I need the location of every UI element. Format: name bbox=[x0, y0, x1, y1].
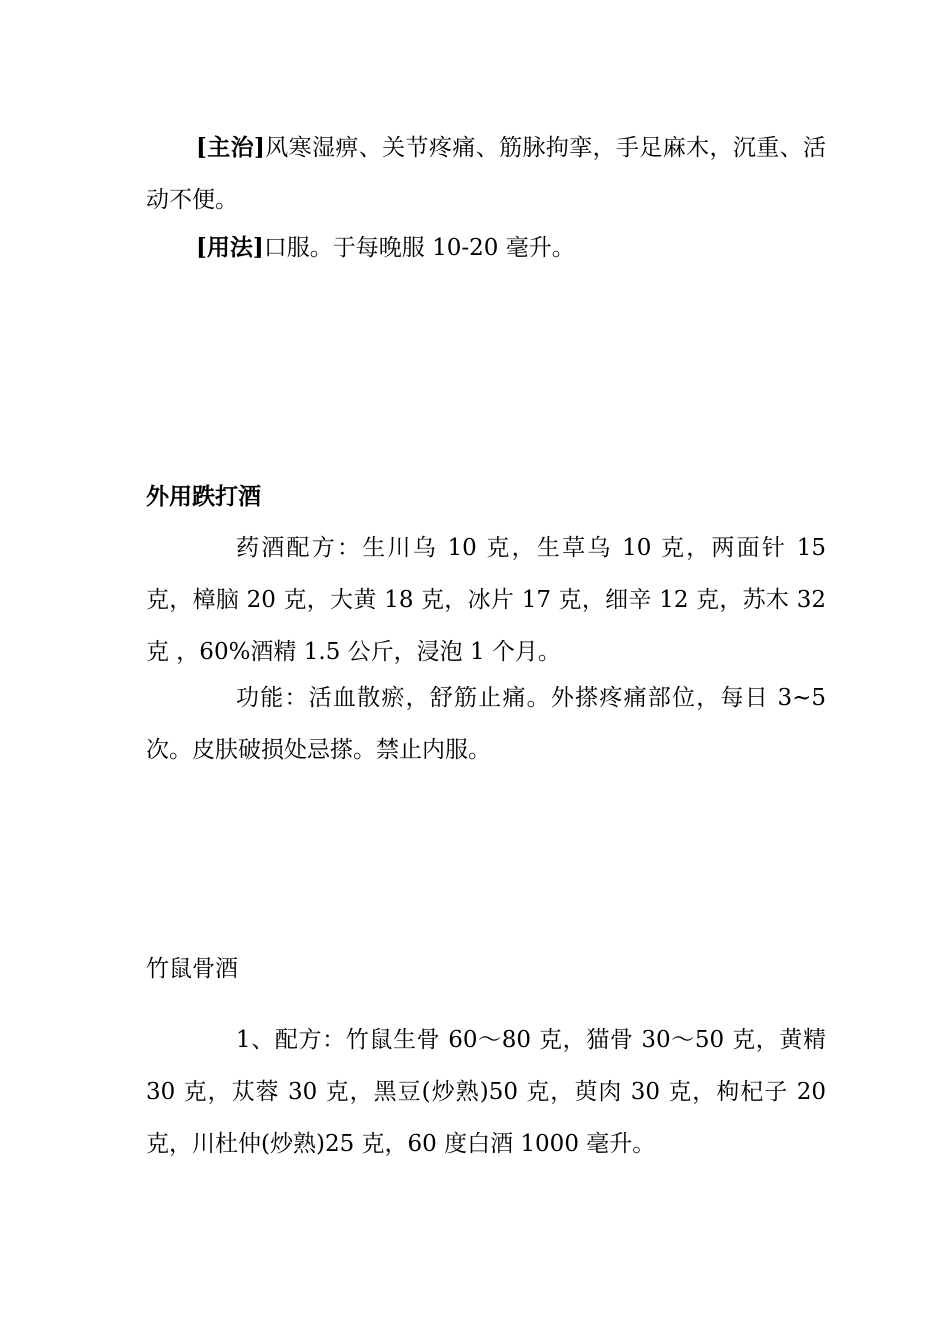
indications-text: 风寒湿痹、关节疼痛、筋脉拘挛，手足麻木，沉重、活动不便。 bbox=[146, 135, 827, 213]
external-wine-function: 功能：活血散瘀，舒筋止痛。外搽疼痛部位，每日 3~5 次。皮肤破损处忌搽。禁止内服。 bbox=[146, 685, 826, 763]
indications-tag: [主治] bbox=[196, 134, 265, 161]
indications-paragraph bbox=[146, 122, 826, 226]
external-wine-title: 外用跌打酒 bbox=[146, 483, 261, 510]
usage-tag: [用法] bbox=[196, 234, 264, 261]
usage-text: 口服。于每晚服 10-20 毫升。 bbox=[263, 235, 575, 261]
usage-paragraph bbox=[146, 222, 826, 274]
bamboo-rat-wine-title: 竹鼠骨酒 bbox=[146, 956, 238, 982]
bamboo-rat-wine-formula: 1、配方：竹鼠生骨 60～80 克，猫骨 30～50 克，黄精 30 克，苁蓉 30 克，黑豆(炒熟)50 克，萸肉 30 克，枸杞子 20 克，川杜仲(炒熟)25 克，60 度白酒 1000 毫升。 bbox=[146, 1027, 826, 1157]
external-wine-formula: 药酒配方：生川乌 10 克，生草乌 10 克，两面针 15 克，樟脑 20 克，大黄 18 克，冰片 17 克，细辛 12 克，苏木 32 克 ，60%酒精 1.5 公斤，浸泡 1 个月。 bbox=[146, 535, 826, 665]
